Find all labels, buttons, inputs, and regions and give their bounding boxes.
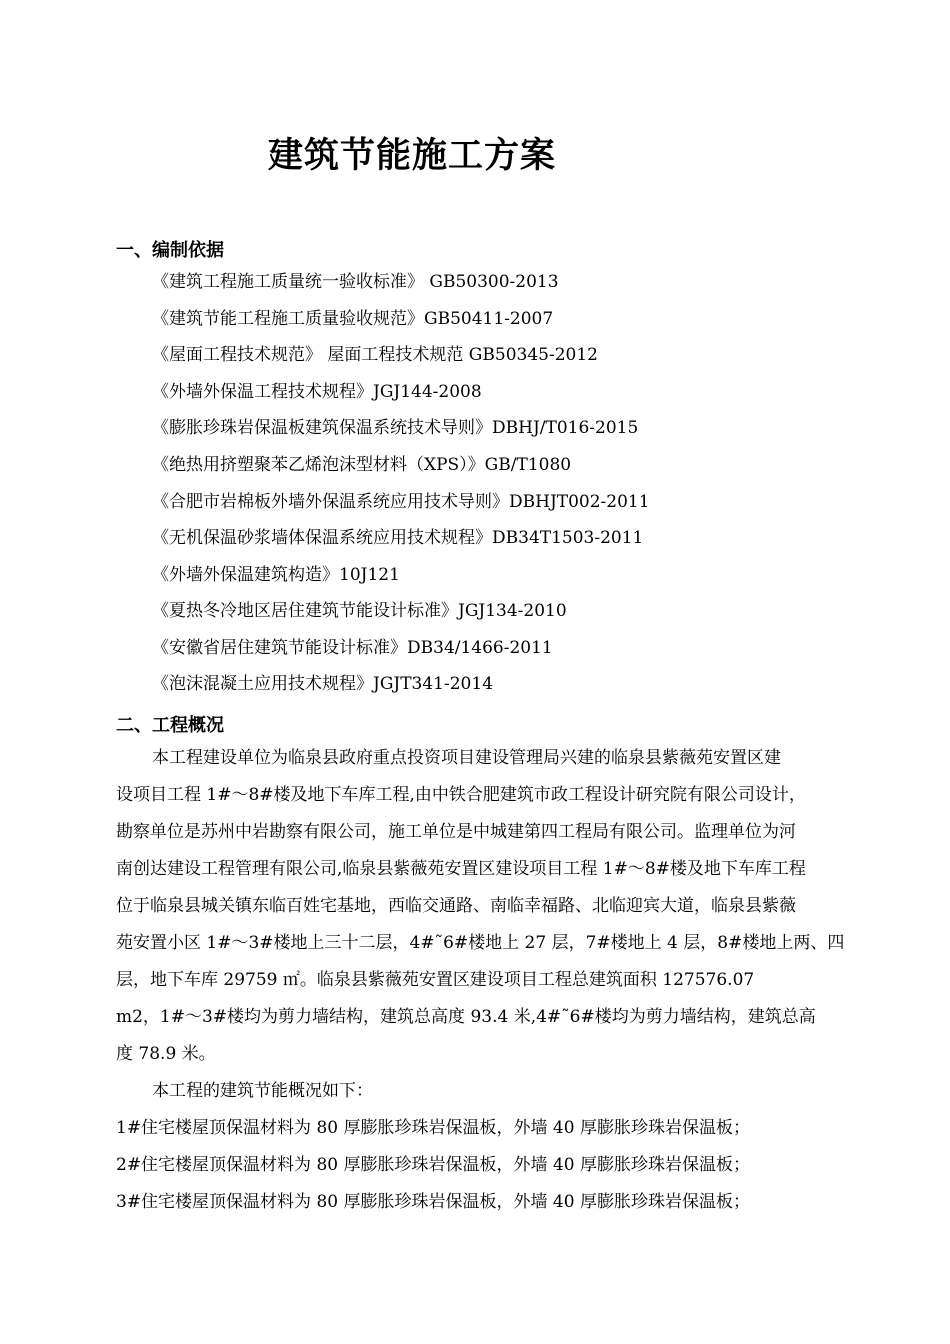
reference-item: 《建筑工程施工质量统一验收标准》 GB50300-2013 [152,272,559,292]
overview-paragraph-line: 本工程建设单位为临泉县政府重点投资项目建设管理局兴建的临泉县紫薇苑安置区建 [152,748,781,768]
overview-paragraph-line: 勘察单位是苏州中岩勘察有限公司，施工单位是中城建第四工程局有限公司。监理单位为河 [116,822,796,842]
section-heading-overview: 二、工程概况 [116,715,224,736]
energy-item: 1#住宅楼屋顶保温材料为 80 厚膨胀珍珠岩保温板，外墙 40 厚膨胀珍珠岩保温板； [116,1118,750,1138]
reference-item: 《绝热用挤塑聚苯乙烯泡沫型材料（XPS）》GB/T1080 [152,455,572,475]
reference-item: 《外墙外保温建筑构造》10J121 [152,565,400,585]
overview-paragraph-line: 设项目工程 1#～8#楼及地下车库工程,由中铁合肥建筑市政工程设计研究院有限公司设计， [116,785,806,805]
overview-paragraph-line: 层，地下车库 29759 ㎡。临泉县紫薇苑安置区建设项目工程总建筑面积 127576.07 [116,970,755,990]
reference-item: 《合肥市岩棉板外墙外保温系统应用技术导则》DBHJT002-2011 [152,492,650,512]
energy-item: 2#住宅楼屋顶保温材料为 80 厚膨胀珍珠岩保温板，外墙 40 厚膨胀珍珠岩保温板； [116,1155,750,1175]
reference-item: 《屋面工程技术规范》 屋面工程技术规范 GB50345-2012 [152,345,598,365]
reference-item: 《无机保温砂浆墙体保温系统应用技术规程》DB34T1503-2011 [152,528,644,548]
reference-item: 《膨胀珍珠岩保温板建筑保温系统技术导则》DBHJ/T016-2015 [152,418,639,438]
overview-paragraph-line: 苑安置小区 1#～3#楼地上三十二层，4#˜6#楼地上 27 层，7#楼地上 4 层，8#楼地上两、四 [116,933,845,953]
overview-paragraph-line: 位于临泉县城关镇东临百姓宅基地，西临交通路、南临幸福路、北临迎宾大道，临泉县紫薇 [116,896,796,916]
reference-item: 《夏热冬冷地区居住建筑节能设计标准》JGJ134-2010 [152,601,567,621]
overview-paragraph-line: m2，1#～3#楼均为剪力墙结构，建筑总高度 93.4 米,4#˜6#楼均为剪力墙结构，建筑总高 [116,1007,816,1027]
section-heading-basis: 一、编制依据 [116,240,224,261]
page-title: 建筑节能施工方案 [268,136,557,176]
energy-item: 3#住宅楼屋顶保温材料为 80 厚膨胀珍珠岩保温板，外墙 40 厚膨胀珍珠岩保温板； [116,1192,750,1212]
overview-paragraph-line: 南创达建设工程管理有限公司,临泉县紫薇苑安置区建设项目工程 1#～8#楼及地下车库工程 [116,859,806,879]
reference-item: 《安徽省居住建筑节能设计标准》DB34/1466-2011 [152,638,553,658]
energy-intro: 本工程的建筑节能概况如下： [152,1081,373,1101]
reference-item: 《泡沫混凝土应用技术规程》JGJT341-2014 [152,674,494,694]
overview-paragraph-line: 度 78.9 米。 [116,1044,216,1064]
reference-item: 《建筑节能工程施工质量验收规范》GB50411-2007 [152,309,554,329]
reference-item: 《外墙外保温工程技术规程》JGJ144-2008 [152,382,482,402]
